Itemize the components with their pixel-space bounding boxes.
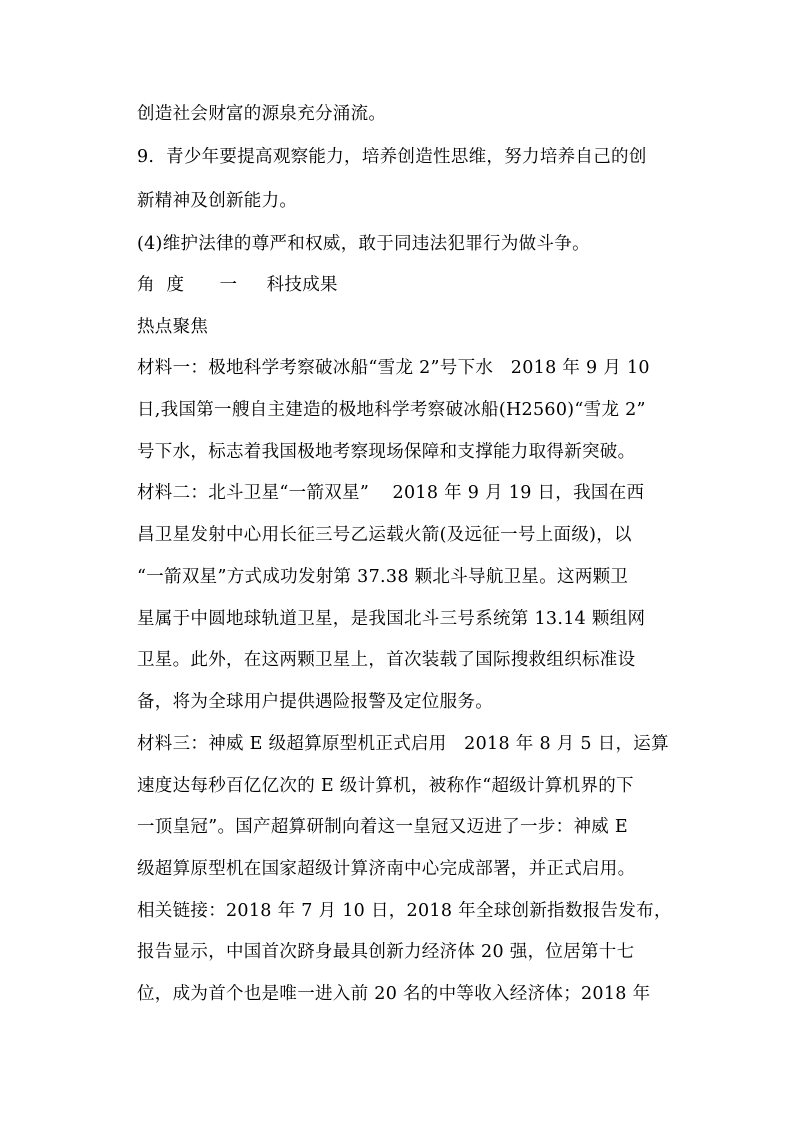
text-line: 昌卫星发射中心用长征三号乙运载火箭(及远征一号上面级)，以 — [137, 525, 632, 545]
section-heading: 角 度 一 科技成果 — [137, 275, 338, 295]
text-line: 速度达每秒百亿亿次的 E 级计算机，被称作“超级计算机界的下 — [137, 776, 634, 796]
text-line: 新精神及创新能力。 — [137, 191, 298, 211]
text-line: 材料一：极地科学考察破冰船“雪龙 2”号下水 2018 年 9 月 10 — [137, 358, 650, 378]
text-line: 级超算原型机在国家超级计算济南中心完成部署，并正式启用。 — [137, 859, 636, 879]
text-line: 材料二：北斗卫星“一箭双星” 2018 年 9 月 19 日，我国在西 — [137, 483, 645, 503]
text-line: 星属于中圆地球轨道卫星，是我国北斗三号系统第 13.14 颗组网 — [137, 609, 646, 629]
text-line: 材料三：神威 E 级超算原型机正式启用 2018 年 8 月 5 日，运算 — [137, 734, 669, 754]
text-line: 位，成为首个也是唯一进入前 20 名的中等收入经济体；2018 年 — [137, 984, 651, 1004]
text-line: 号下水，标志着我国极地考察现场保障和支撑能力取得新突破。 — [137, 442, 636, 462]
text-line: (4)维护法律的尊严和权威，敢于同违法犯罪行为做斗争。 — [137, 234, 590, 254]
text-line: “一箭双星”方式成功发射第 37.38 颗北斗导航卫星。这两颗卫 — [137, 567, 629, 587]
text-line: 备，将为全球用户提供遇险报警及定位服务。 — [137, 692, 493, 712]
text-line: 报告显示，中国首次跻身最具创新力经济体 20 强，位居第十七 — [137, 942, 635, 962]
text-line: 日,我国第一艘自主建造的极地科学考察破冰船(H2560)“雪龙 2” — [137, 400, 646, 420]
text-line: 创造社会财富的源泉充分涌流。 — [137, 104, 387, 124]
text-line: 卫星。此外，在这两颗卫星上，首次装载了国际搜救组织标准设 — [137, 650, 636, 670]
text-line: 9. 青少年要提高观察能力，培养创造性思维，努力培养自己的创 — [137, 147, 647, 167]
text-line: 相关链接：2018 年 7 月 10 日，2018 年全球创新指数报告发布， — [137, 901, 672, 921]
text-line: 一顶皇冠”。国产超算研制向着这一皇冠又迈进了一步：神威 E — [137, 817, 628, 837]
section-subheading: 热点聚焦 — [137, 317, 209, 337]
